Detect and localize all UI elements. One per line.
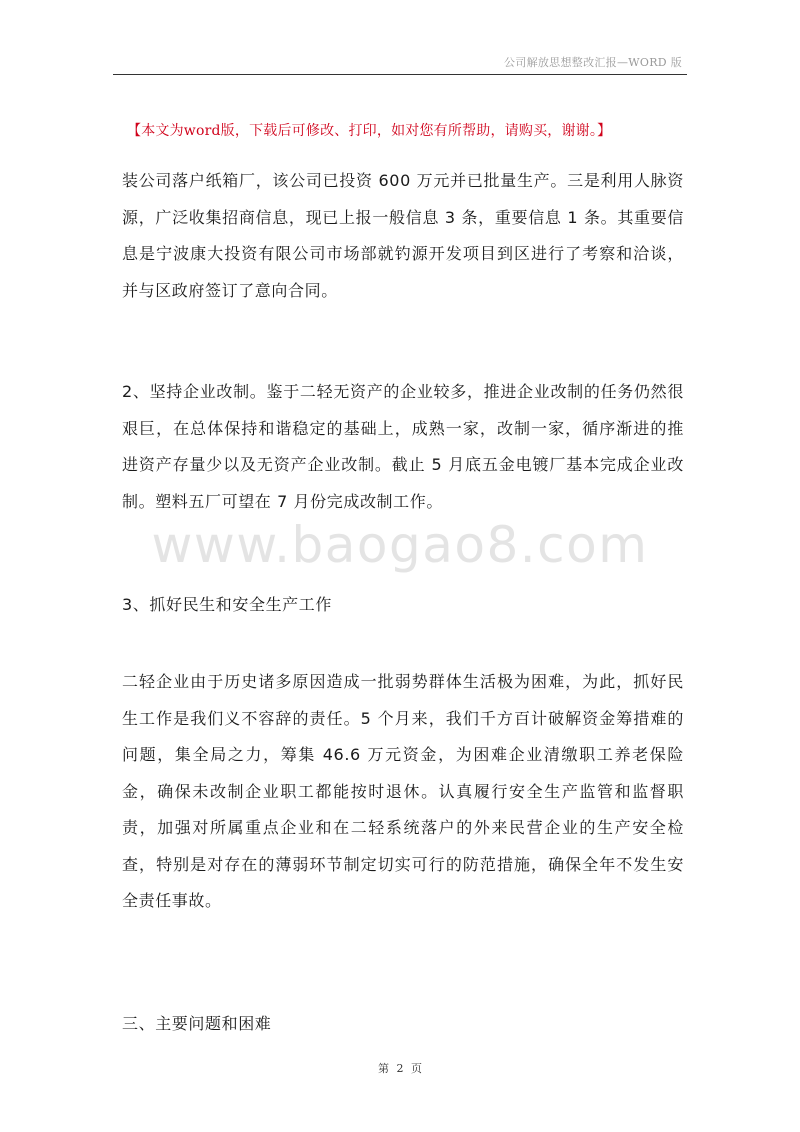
section-heading-problems: 三、主要问题和困难 <box>122 1014 272 1033</box>
purchase-notice: 【本文为word版，下载后可修改、打印，如对您有所帮助，请购买，谢谢。】 <box>127 123 612 139</box>
page-label-suffix: 页 <box>411 1062 422 1075</box>
header-divider <box>113 74 687 75</box>
page-label-prefix: 第 <box>378 1062 389 1075</box>
running-header: 公司解放思想整改汇报—WORD 版 <box>503 56 682 69</box>
page-footer <box>0 1060 800 1076</box>
paragraph-enterprise-reform: 2、坚持企业改制。鉴于二轻无资产的企业较多，推进企业改制的任务仍然很艰巨，在总体保持和谐稳定的基础上，成熟一家，改制一家，循序渐进的推进资产存量少以及无资产企业改制。截止 5 月底五金电镀厂基本完成企业改制。塑料五厂可望在 7 月份完成改制工作。 <box>122 382 684 511</box>
section-heading-livelihood: 3、抓好民生和安全生产工作 <box>122 595 332 614</box>
paragraph-livelihood-safety: 二轻企业由于历史诸多原因造成一批弱势群体生活极为困难，为此，抓好民生工作是我们义不容辞的责任。5 个月来，我们千方百计破解资金筹措难的问题，集全局之力，筹集 46.6 万元资金，为困难企业清缴职工养老保险金，确保未改制企业职工都能按时退休。认真履行安全生产监管和监督职责，加强对所属重点企业和在二轻系统落户的外来民营企业的生产安全检查，特别是对存在的薄弱环节制定切实可行的防范措施，确保全年不发生安全责任事故。 <box>122 672 684 910</box>
paragraph-investment: 装公司落户纸箱厂，该公司已投资 600 万元并已批量生产。三是利用人脉资源，广泛收集招商信息，现已上报一般信息 3 条，重要信息 1 条。其重要信息是宁波康大投资有限公司市场部就钓源开发项目到区进行了考察和洽谈，并与区政府签订了意向合同。 <box>122 171 684 300</box>
watermark: www.baogao8.com <box>151 516 649 574</box>
page-number: 2 <box>396 1062 404 1075</box>
